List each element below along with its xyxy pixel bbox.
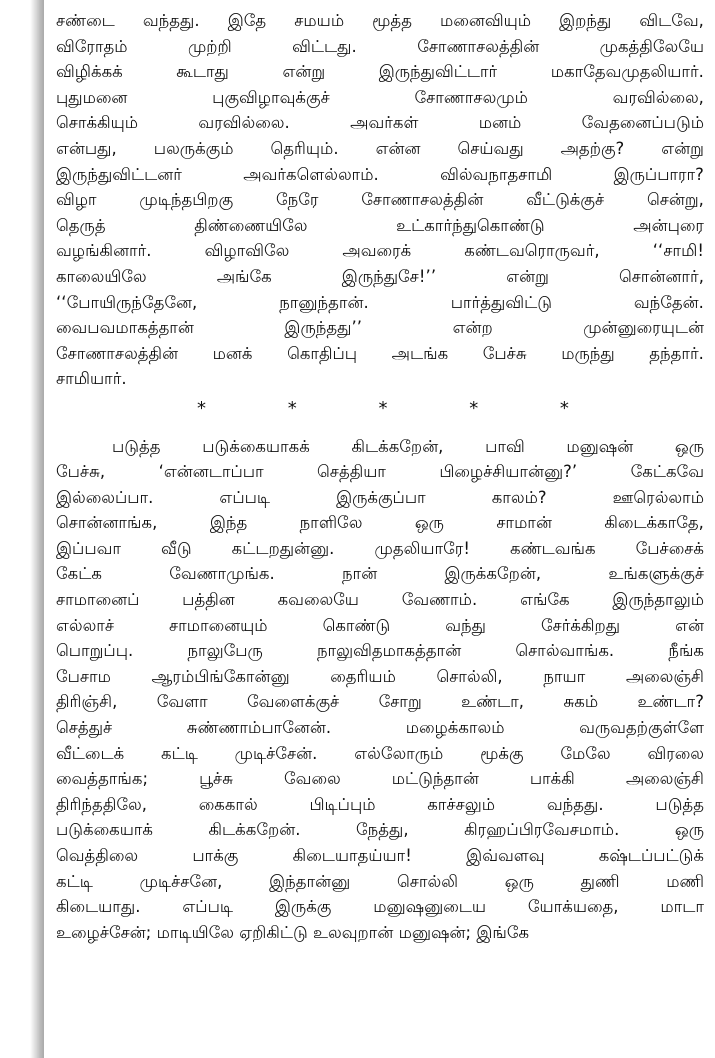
text-line: வைபவமாகத்தான் இருந்தது’’ என்ற முன்னுரையுடன் — [56, 318, 704, 338]
paragraph-2 — [56, 434, 704, 946]
text-line: படுத்த படுக்கையாகக் கிடக்கறேன், பாவி மனுஷன் ஒரு — [112, 436, 704, 456]
text-line: தெருத் திண்ணையிலே உட்கார்ந்துகொண்டு அன்புரை — [56, 215, 704, 235]
text-line: சாமியார். — [56, 369, 127, 389]
text-line: ‘‘போயிருந்தேனே, நானுந்தான். பார்த்துவிட்டு வந்தேன். — [56, 292, 704, 312]
text-line: இல்லைப்பா. எப்படி இருக்குப்பா காலம்? ஊரெல்லாம் — [56, 487, 704, 507]
text-line: விழா முடிந்தபிறகு நேரே சோணாசலத்தின் வீட்டுக்குச் சென்று, — [56, 190, 704, 210]
text-line: சாமானைப் பத்தின கவலையே வேணாம். எங்கே இருந்தாலும் — [56, 590, 704, 610]
text-line: கிடையாது. எப்படி இருக்கு மனுஷனுடைய யோக்யதை, மாடா — [56, 897, 704, 917]
text-line: பேசாம ஆரம்பிங்கோன்னு தைரியம் சொல்லி, நாயா அலைஞ்சி — [56, 666, 704, 686]
text-line: இருந்துவிட்டனர் அவர்களெல்லாம். வில்வநாதசாமி இருப்பாரா? — [56, 164, 704, 184]
text-line: விழிக்கக் கூடாது என்று இருந்துவிட்டார் மகாதேவமுதலியார். — [56, 62, 704, 82]
page-gutter-shadow — [0, 0, 44, 1058]
text-line: காலையிலே அங்கே இருந்துசே!’’ என்று சொன்னார், — [56, 266, 704, 286]
text-line: பேச்சு, ‘என்னடாப்பா செத்தியா பிழைச்சியான்னு?’ கேட்கவே — [56, 462, 704, 482]
text-line: வழங்கினார். விழாவிலே அவரைக் கண்டவரொருவர், ‘‘சாமி! — [56, 241, 704, 261]
text-line: செத்துச் சுண்ணாம்பானேன். மழைக்காலம் வருவதற்குள்ளே — [56, 718, 704, 738]
text-line: சொன்னாங்க, இந்த நாளிலே ஒரு சாமான் கிடைக்காதே, — [56, 513, 704, 533]
text-line: கட்டி முடிச்சனே, இந்தான்னு சொல்லி ஒரு துணி மணி — [56, 871, 704, 891]
text-line: விரோதம் முற்றி விட்டது. சோணாசலத்தின் முகத்திலேயே — [56, 36, 704, 56]
text-line: வீட்டைக் கட்டி முடிச்சேன். எல்லோரும் மூக்கு மேலே விரலை — [56, 743, 704, 763]
text-line: சோணாசலத்தின் மனக் கொதிப்பு அடங்க பேச்சு மருந்து தந்தார். — [56, 343, 704, 363]
text-line: பொறுப்பு. நாலுபேரு நாலுவிதமாகத்தான் சொல்வாங்க. நீங்க — [56, 641, 704, 661]
section-separator: * * * * * — [197, 397, 607, 419]
text-line: இப்பவா வீடு கட்டறதுன்னு. முதலியாரே! கண்டவங்க பேச்சைக் — [56, 538, 704, 558]
text-line: வைத்தாங்க; பூச்சு வேலை மட்டுந்தான் பாக்கி அலைஞ்சி — [56, 769, 704, 789]
text-line: படுக்கையாக் கிடக்கறேன். நேத்து, கிரஹப்பிரவேசமாம். ஒரு — [56, 820, 704, 840]
book-page — [56, 8, 704, 945]
paragraph-1 — [56, 8, 704, 392]
text-line: புதுமனை புகுவிழாவுக்குச் சோணாசலமும் வரவில்லை, — [56, 87, 704, 107]
text-line: என்பது, பலருக்கும் தெரியும். என்ன செய்வது அதற்கு? என்று — [56, 138, 704, 158]
text-line: வெத்திலை பாக்கு கிடையாதய்யா! இவ்வளவு கஷ்டப்பட்டுக் — [56, 846, 704, 865]
text-line: சொக்கியும் வரவில்லை. அவர்கள் மனம் வேதனைப்படும் — [56, 113, 704, 133]
text-line: திரிந்ததிலே, கைகால் பிடிப்பும் காச்சலும் வந்தது. படுத்த — [56, 794, 704, 814]
text-line: கேட்க வேணாமுங்க. நான் இருக்கறேன், உங்களுக்குச் — [56, 564, 704, 584]
text-line: எல்லாச் சாமானையும் கொண்டு வந்து சேர்க்கிறது என் — [56, 615, 704, 635]
text-line: உழைச்சேன்; மாடியிலே ஏறிகிட்டு உலவுறான் மனுஷன்; இங்கே — [56, 922, 530, 942]
text-line: திரிஞ்சி, வேளா வேளைக்குச் சோறு உண்டா, சுகம் உண்டா? — [56, 692, 704, 712]
text-line: சண்டை வந்தது. இதே சமயம் மூத்த மனைவியும் இறந்து விடவே, — [56, 11, 704, 30]
